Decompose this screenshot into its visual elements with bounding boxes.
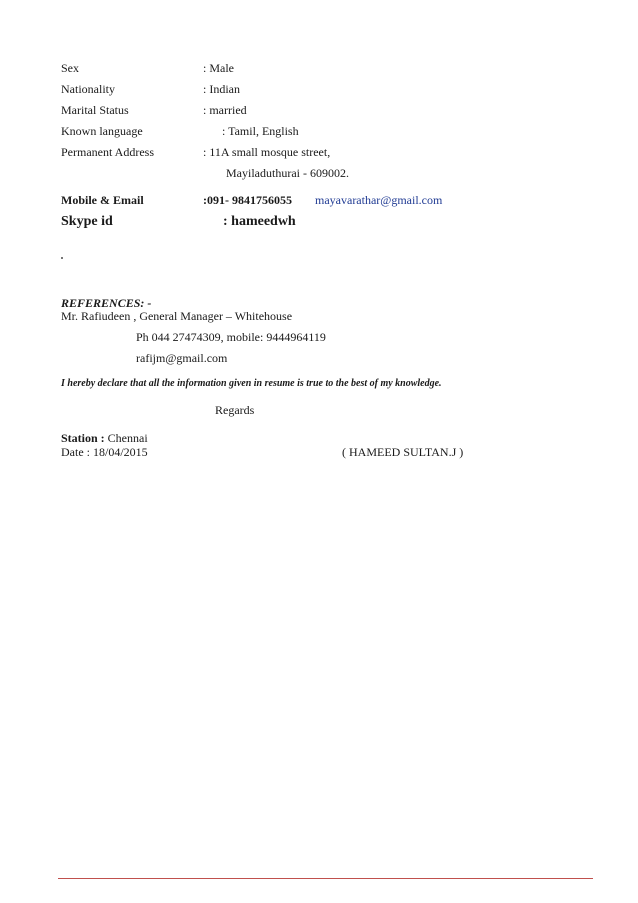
footer-divider [58,878,593,879]
email-link[interactable]: mayavarathar@gmail.com [315,193,443,207]
reference-name: Mr. Rafiudeen , General Manager – Whitehouse [61,309,293,323]
skype-label: Skype id [61,214,113,229]
declaration-text: I hereby declare that all the information given in resume is true to the best of my knowledge. [61,378,442,389]
known-language-value: : Tamil, English [222,124,299,138]
address-line-1: : 11A small mosque street, [203,145,331,159]
nationality-value: : Indian [203,82,240,96]
reference-email: rafijm@gmail.com [136,351,228,365]
marital-status-value: : married [203,103,247,117]
date-line: Date : 18/04/2015 [61,445,148,459]
skype-value: : hameedwh [223,214,296,229]
station-label: Station : [61,431,105,445]
signature-name: ( HAMEED SULTAN.J ) [342,445,464,459]
mobile-email-label: Mobile & Email [61,193,144,207]
known-language-label: Known language [61,124,143,138]
mobile-value: :091- 9841756055 [203,193,292,207]
address-line-2: Mayiladuthurai - 609002. [226,166,349,180]
station-value: Chennai [104,431,148,445]
address-label: Permanent Address [61,145,154,159]
regards-text: Regards [215,403,255,417]
marital-status-label: Marital Status [61,103,129,117]
references-heading: REFERENCES: - [61,296,152,310]
sex-label: Sex [61,61,79,75]
bullet-dot [61,257,63,259]
reference-phone: Ph 044 27474309, mobile: 9444964119 [136,330,326,344]
station-line [61,431,148,445]
nationality-label: Nationality [61,82,115,96]
sex-value: : Male [203,61,234,75]
